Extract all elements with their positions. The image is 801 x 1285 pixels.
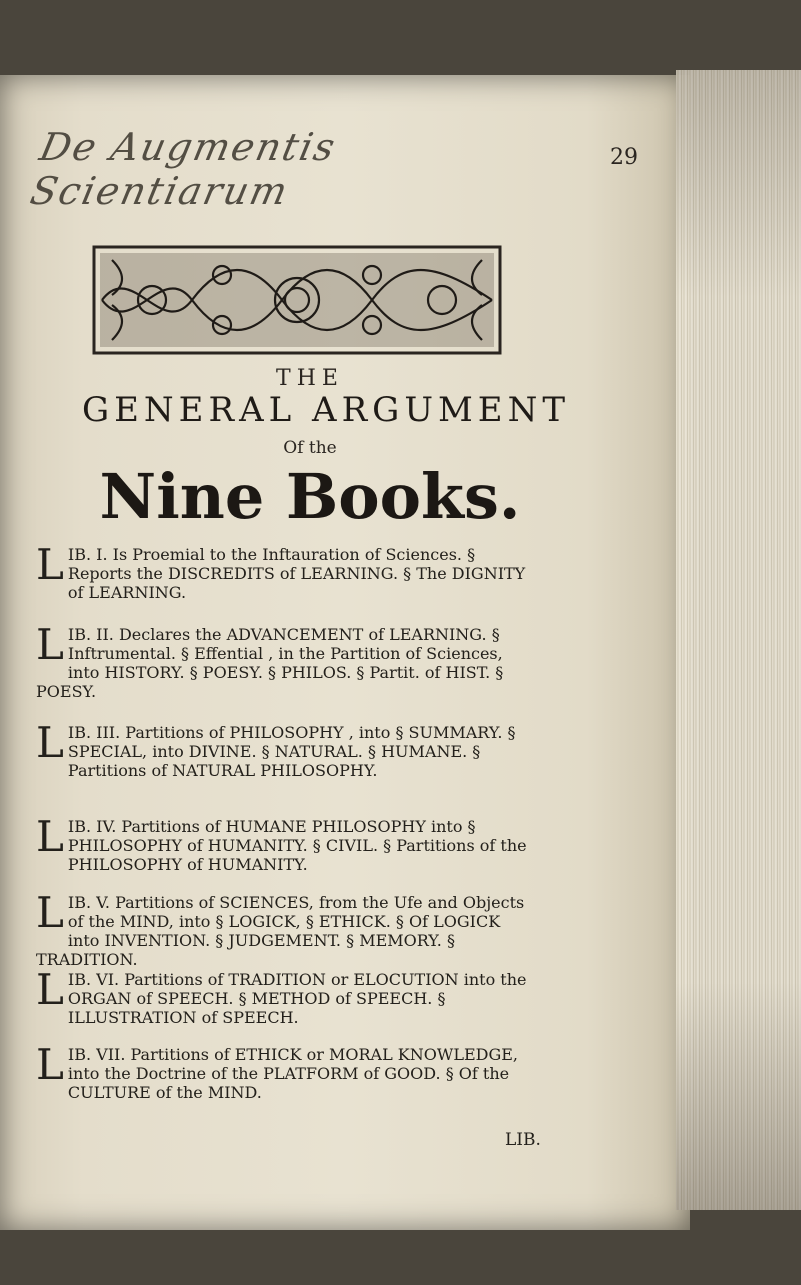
title-general-argument: GENERAL ARGUMENT — [81, 390, 571, 430]
title-nine-books: Nine Books. — [99, 460, 521, 533]
handwritten-title: De Augmentis Scientiarum — [26, 125, 341, 213]
paragraph-lib-1: LIB. I. Is Proemial to the Inftauration of Sciences. § Reports the DISCREDITS of LEARNING. § The DIGNITY of LEARNING. — [36, 540, 526, 602]
paragraph-lib-7: LIB. VII. Partitions of ETHICK or MORAL KNOWLEDGE, into the Doctrine of the PLATFORM of GOOD. § Of the CULTURE of the MIND. — [36, 1040, 518, 1102]
paragraph-lib-2: LIB. II. Declares the ADVANCEMENT of LEARNING. § Inftrumental. § Effential , in the Partition of Sciences, into HISTORY. § POESY. § PHILOS. § Partit. of HIST. § POESY. — [36, 620, 504, 701]
page-number: 29 — [610, 145, 638, 170]
paragraph-lib-4: LIB. IV. Partitions of HUMANE PHILOSOPHY into § PHILOSOPHY of HUMANITY. § CIVIL. § Partitions of the PHILOSOPHY of HUMANITY. — [36, 812, 527, 874]
ornament-headpiece-icon — [92, 245, 502, 355]
paragraph-lib-3: LIB. III. Partitions of PHILOSOPHY , into § SUMMARY. § SPECIAL, into DIVINE. § NATURAL. § HUMANE. § Partitions of NATURAL PHILOSOPHY. — [36, 718, 516, 780]
title-the: THE — [276, 366, 344, 391]
page-edge-shadow — [676, 70, 801, 1210]
title-of-the: Of the — [283, 438, 337, 458]
paragraph-lib-5: LIB. V. Partitions of SCIENCES, from the Ufe and Objects of the MIND, into § LOGICK, § ETHICK. § Of LOGICK into INVENTION. § JUDGEMENT. § MEMORY. § TRADITION. — [36, 888, 525, 969]
catchword: LIB. — [505, 1130, 541, 1150]
paragraph-lib-6: LIB. VI. Partitions of TRADITION or ELOCUTION into the ORGAN of SPEECH. § METHOD of SPEECH. § ILLUSTRATION of SPEECH. — [36, 965, 527, 1027]
